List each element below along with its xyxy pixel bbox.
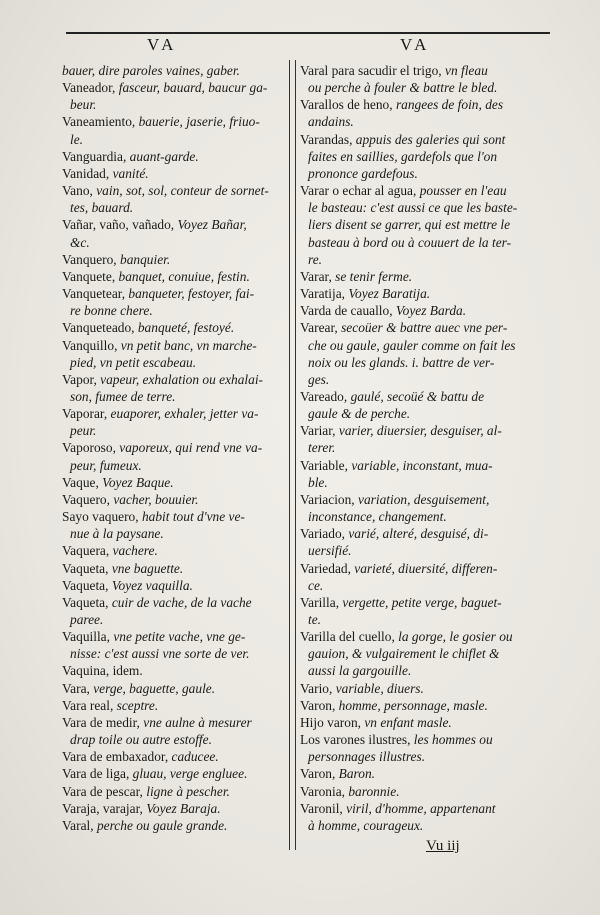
entry-headword: Vaqueta, <box>62 560 109 576</box>
entry-headword: Vanquero, <box>62 251 117 267</box>
entry-definition: secoüer & battre auec vne per- <box>337 320 508 336</box>
dictionary-entry <box>62 714 284 748</box>
dictionary-entry <box>62 285 284 319</box>
entry-definition: gluau, verge engluee. <box>129 766 248 782</box>
entry-continuation: ges. <box>308 371 330 387</box>
entry-headword: Vareado, <box>300 388 348 404</box>
dictionary-entry <box>62 79 284 113</box>
dictionary-entry <box>62 371 284 405</box>
entry-definition: vapeur, exhalation ou exhalai- <box>96 371 264 387</box>
entry-definition: perche ou gaule grande. <box>93 817 228 833</box>
entry-definition: bauerie, jaserie, friuo- <box>135 114 260 130</box>
entry-definition: euaporer, exhaler, jetter va- <box>107 406 259 422</box>
dictionary-entry <box>62 268 284 285</box>
entry-definition: vachere. <box>109 543 158 559</box>
dictionary-entry <box>62 216 284 250</box>
dictionary-entry <box>62 251 284 268</box>
dictionary-entry <box>62 680 284 697</box>
entry-headword: Sayo vaquero, <box>62 509 139 525</box>
entry-continuation: uersifié. <box>308 543 352 559</box>
entry-definition: Voyez Barda. <box>392 303 467 319</box>
entry-headword: Varallos de heno, <box>300 97 393 113</box>
dictionary-entry <box>62 474 284 491</box>
entry-definition: varié, alteré, desguisé, di- <box>345 526 489 542</box>
entry-definition: pousser en l'eau <box>416 183 507 199</box>
dictionary-entry <box>62 182 284 216</box>
entry-continuation: liers disent se garrer, qui est mettre le <box>308 217 511 233</box>
entry-headword: Vaque, <box>62 474 99 490</box>
dictionary-entry <box>62 783 284 800</box>
entry-continuation: faites en saillies, gardefols que l'on <box>308 148 498 164</box>
entry-headword: Varon, <box>300 697 336 713</box>
dictionary-entry <box>62 765 284 782</box>
entry-continuation: ou perche à fouler & battre le bled. <box>308 80 498 96</box>
dictionary-entry <box>300 714 540 731</box>
dictionary-entry <box>300 62 540 96</box>
dictionary-entry <box>62 508 284 542</box>
entry-continuation: inconstance, changement. <box>308 509 447 525</box>
entry-headword: Varda de cauallo, <box>300 303 393 319</box>
entry-definition: Baron. <box>335 766 376 782</box>
entry-continuation: noix ou les glands. i. battre de ver- <box>308 354 495 370</box>
dictionary-entry <box>62 491 284 508</box>
entry-continuation: le. <box>70 131 84 147</box>
entry-headword: Vaporar, <box>62 406 108 422</box>
dictionary-entry <box>62 594 284 628</box>
entry-headword: Vara, <box>62 680 90 696</box>
entry-headword: Varilla del cuello, <box>300 629 395 645</box>
entry-definition: Voyez Baraja. <box>142 800 221 816</box>
entry-definition: varieté, diuersité, differen- <box>350 560 498 576</box>
column-divider <box>289 60 296 850</box>
running-head-right: VA <box>400 35 431 54</box>
entry-continuation: te. <box>308 612 322 627</box>
dictionary-entry <box>62 405 284 439</box>
entry-headword: Vara de medir, <box>62 714 140 730</box>
entry-headword: Vara de embaxador, <box>62 749 169 765</box>
entry-definition: variable, diuers. <box>332 680 424 696</box>
dictionary-entry <box>62 662 284 679</box>
entry-headword: Vaquera, <box>62 543 110 559</box>
entry-headword: Vaqueta, <box>62 577 109 593</box>
dictionary-entry <box>300 182 540 268</box>
entry-headword: Variable, <box>300 457 348 473</box>
entry-definition: baronnie. <box>345 783 400 799</box>
entry-headword: Los varones ilustres, <box>300 732 411 748</box>
entry-headword: Variedad, <box>300 560 351 576</box>
dictionary-entry <box>62 800 284 817</box>
dictionary-entry <box>300 302 540 319</box>
entry-definition: vne petite vache, vne ge- <box>109 629 246 645</box>
entry-definition: banqueté, festoyé. <box>134 320 235 336</box>
entry-continuation: personnages illustres. <box>308 749 426 765</box>
dictionary-entry <box>62 542 284 559</box>
entry-headword: Vaneamiento, <box>62 114 136 130</box>
entry-continuation: &c. <box>70 234 90 250</box>
entry-headword: Variar, <box>300 423 336 439</box>
entry-definition: habit tout d'vne ve- <box>138 509 245 525</box>
dictionary-entry <box>300 319 540 388</box>
left-column <box>62 62 284 834</box>
entry-headword: Vara real, <box>62 697 114 713</box>
entry-headword: Varilla, <box>300 594 340 610</box>
entry-headword: Varear, <box>300 320 338 336</box>
entry-definition: vn enfant masle. <box>361 714 452 730</box>
entry-definition: Voyez Baratija. <box>344 286 431 302</box>
entry-headword: Varaja, varajar, <box>62 800 143 816</box>
entry-continuation: drap toile ou autre estoffe. <box>70 732 212 748</box>
entry-definition: vacher, bouuier. <box>109 491 199 507</box>
entry-continuation: re. <box>308 251 323 267</box>
entry-headword: Variacion, <box>300 491 355 507</box>
entry-continuation: terer. <box>308 440 336 456</box>
entry-headword: Varal para sacudir el trigo, <box>300 63 442 78</box>
entry-headword: Vaquero, <box>62 491 110 507</box>
entry-definition: auant-garde. <box>126 148 199 164</box>
entry-definition: banquier. <box>116 251 171 267</box>
entry-continuation: nue à la paysane. <box>70 526 164 542</box>
entry-continuation: prononce gardefous. <box>308 165 418 181</box>
entry-continuation: paree. <box>70 612 104 627</box>
entry-definition: vne baguette. <box>108 560 184 576</box>
entry-continuation: re bonne chere. <box>70 303 153 319</box>
entry-headword: Vaqueta, <box>62 594 109 610</box>
dictionary-entry <box>62 148 284 165</box>
entry-headword: Varatija, <box>300 286 345 302</box>
entry-definition: varier, diuersier, desguiser, al- <box>335 423 502 439</box>
entry-definition: se tenir ferme. <box>331 268 413 284</box>
entry-continuation: beur. <box>70 97 97 113</box>
entry-headword: Vaporoso, <box>62 440 116 456</box>
entry-definition: viril, d'homme, appartenant <box>342 800 496 816</box>
entry-headword: Varonil, <box>300 800 343 816</box>
entry-headword: Vanguardia, <box>62 148 127 164</box>
entry-continuation: peur, fumeux. <box>70 457 142 473</box>
entry-headword: Varonia, <box>300 783 345 799</box>
entry-headword: Varar o echar al agua, <box>300 183 417 199</box>
entry-continuation: ble. <box>308 474 328 490</box>
dictionary-entry <box>300 268 540 285</box>
entry-headword: Vara de pescar, <box>62 783 143 799</box>
entry-definition: rangees de foin, des <box>392 97 504 113</box>
entry-headword: Vañar, vaño, vañado, <box>62 217 175 233</box>
dictionary-entry <box>300 457 540 491</box>
entry-headword: Vanidad, <box>62 165 110 181</box>
entry-definition: variation, desguisement, <box>354 491 490 507</box>
entry-headword: Varon, <box>300 766 336 782</box>
dictionary-entry <box>62 439 284 473</box>
entry-headword: Vano, <box>62 183 93 199</box>
dictionary-entry <box>300 525 540 559</box>
entry-definition: vergette, petite verge, baguet- <box>339 594 502 610</box>
running-head-left: VA <box>147 35 178 54</box>
dictionary-entry <box>62 62 284 79</box>
dictionary-entry <box>300 697 540 714</box>
dictionary-entry <box>62 697 284 714</box>
dictionary-entry <box>62 165 284 182</box>
dictionary-entry <box>300 765 540 782</box>
entry-definition: vn petit banc, vn marche- <box>117 337 257 353</box>
entry-definition: appuis des galeries qui sont <box>352 131 506 147</box>
entry-headword: Hijo varon, <box>300 714 361 730</box>
entry-definition: variable, inconstant, mua- <box>347 457 493 473</box>
entry-definition: vaporeux, qui rend vne va- <box>115 440 263 456</box>
entry-definition: bauer, dire paroles vaines, gaber. <box>62 63 240 78</box>
entry-headword: Vaquilla, <box>62 629 110 645</box>
entry-headword: Varal, <box>62 817 94 833</box>
dictionary-entry <box>300 491 540 525</box>
dictionary-entry <box>62 628 284 662</box>
entry-definition: fasceur, bauard, baucur ga- <box>115 80 268 96</box>
entry-definition: vanité. <box>109 165 149 181</box>
dictionary-entry <box>62 748 284 765</box>
dictionary-entry <box>300 800 540 834</box>
dictionary-entry <box>300 96 540 130</box>
entry-headword: Vanqueteado, <box>62 320 135 336</box>
entry-definition: Voyez Baque. <box>98 474 174 490</box>
entry-continuation: andains. <box>308 114 354 130</box>
entry-continuation: pied, vn petit escabeau. <box>70 354 197 370</box>
dictionary-entry <box>62 319 284 336</box>
entry-definition: les hommes ou <box>410 732 493 748</box>
entry-continuation: son, fumee de terre. <box>70 388 176 404</box>
dictionary-entry <box>300 131 540 182</box>
dictionary-entry <box>300 731 540 765</box>
entry-continuation: tes, bauard. <box>70 200 134 216</box>
dictionary-entry <box>300 285 540 302</box>
entry-definition: caducee. <box>168 749 219 765</box>
entry-continuation: gauion, & vulgairement le chiflet & <box>308 646 500 662</box>
entry-headword: Vanquillo, <box>62 337 118 353</box>
entry-headword: Vanquete, <box>62 268 116 284</box>
entry-headword: Vara de liga, <box>62 766 130 782</box>
entry-continuation: basteau à bord ou à couuert de la ter- <box>308 234 512 250</box>
entry-definition: la gorge, le gosier ou <box>394 629 513 645</box>
entry-headword: Vaquina, idem. <box>62 663 143 679</box>
entry-headword: Vario, <box>300 680 333 696</box>
entry-definition: vain, sot, sol, conteur de sornet- <box>92 183 269 199</box>
entry-definition: cuir de vache, de la vache <box>108 594 252 610</box>
entry-continuation: che ou gaule, gauler comme on fait les <box>308 337 516 353</box>
dictionary-entry <box>300 783 540 800</box>
signature-mark <box>426 838 460 855</box>
entry-continuation: peur. <box>70 423 97 439</box>
dictionary-entry <box>300 560 540 594</box>
dictionary-entry <box>300 422 540 456</box>
dictionary-entry <box>62 817 284 834</box>
dictionary-entry <box>300 628 540 679</box>
entry-definition: ligne à pescher. <box>142 783 230 799</box>
entry-headword: Variado, <box>300 526 345 542</box>
entry-continuation: ce. <box>308 577 324 593</box>
dictionary-entry <box>300 388 540 422</box>
entry-definition: homme, personnage, masle. <box>335 697 488 713</box>
entry-definition: sceptre. <box>113 697 159 713</box>
dictionary-entry <box>300 680 540 697</box>
dictionary-entry <box>300 594 540 628</box>
entry-continuation: nisse: c'est aussi vne sorte de ver. <box>70 646 250 662</box>
entry-definition: Voyez Bañar, <box>174 217 247 233</box>
entry-definition: banquet, conuiue, festin. <box>115 268 250 284</box>
entry-continuation: aussi la gargouille. <box>308 663 412 679</box>
dictionary-entry <box>62 560 284 577</box>
dictionary-entry <box>62 337 284 371</box>
dictionary-entry <box>62 113 284 147</box>
entry-definition: verge, baguette, gaule. <box>89 680 216 696</box>
entry-definition: banqueter, festoyer, fai- <box>125 286 255 302</box>
entry-definition: gaulé, secoüé & battu de <box>347 388 485 404</box>
entry-headword: Vaneador, <box>62 80 116 96</box>
entry-headword: Varandas, <box>300 131 353 147</box>
entry-headword: Vanquetear, <box>62 286 126 302</box>
entry-headword: Varar, <box>300 268 332 284</box>
entry-continuation: le basteau: c'est aussi ce que les baste- <box>308 200 518 216</box>
signature-text: Vu iij <box>426 838 460 854</box>
entry-definition: vne aulne à mesurer <box>139 714 252 730</box>
dictionary-entry <box>62 577 284 594</box>
entry-headword: Vapor, <box>62 371 97 387</box>
entry-continuation: à homme, courageux. <box>308 817 424 833</box>
header-rule <box>66 32 550 34</box>
entry-continuation: gaule & de perche. <box>308 406 411 422</box>
entry-definition: vn fleau <box>441 63 488 78</box>
right-column <box>300 62 540 834</box>
entry-definition: Voyez vaquilla. <box>108 577 193 593</box>
